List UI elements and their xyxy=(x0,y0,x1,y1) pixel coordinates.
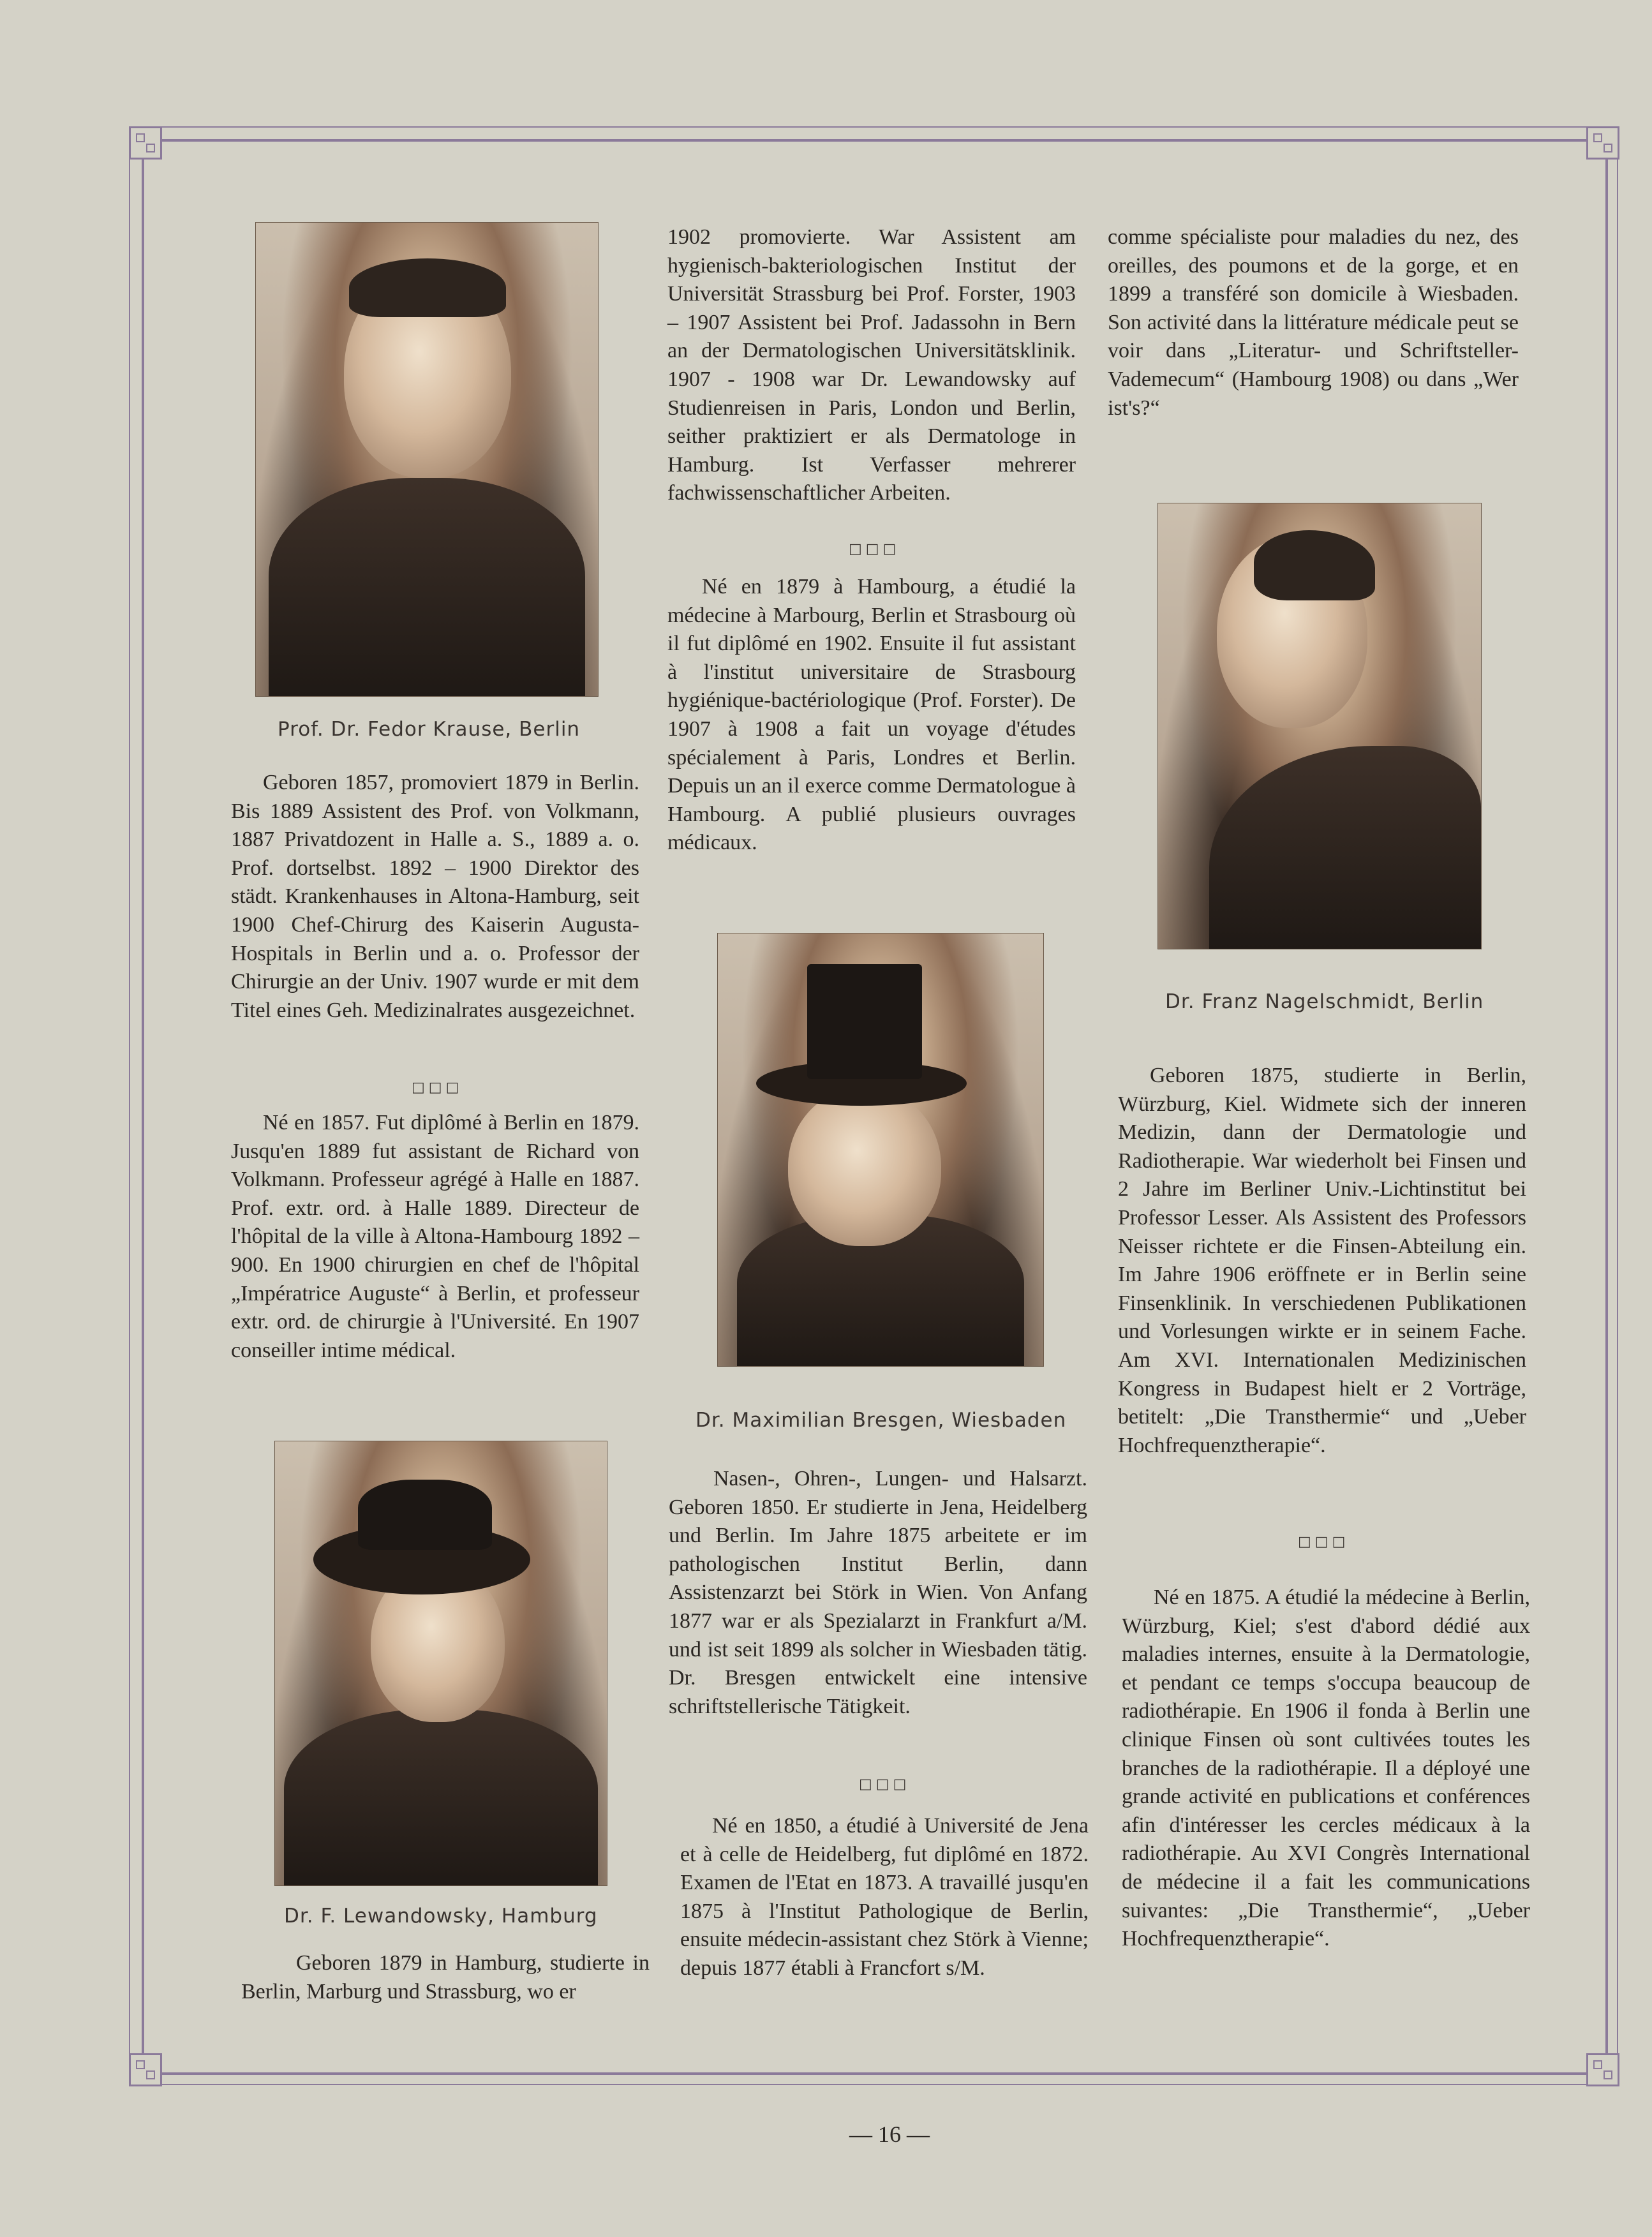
caption-krause: Prof. Dr. Fedor Krause, Berlin xyxy=(278,718,581,741)
section-separator: □□□ xyxy=(412,1080,463,1096)
frame-corner-ornament xyxy=(1586,2053,1619,2086)
section-separator: □□□ xyxy=(859,1776,911,1792)
bio-nagelschmidt-french: Né en 1875. A étudié la médecine à Berlin, Würzburg, Kiel; s'est d'abord dédié aux maladies internes, ensuite à la Dermatologie, et pendant ce temps s'occupa beaucoup de radiothérapie. En 1906 il fonda à Berlin une clinique Finsen où sont cultivées toutes les branches de la radiothérapie. Il a déployé une grande activité en publications et conférences afin d'intéresser les cercles médicaux à la radiothérapie. Au XVI Congrès International de médecine il a fait les communications suivantes: „Die Transthermie“, „Ueber Hochfrequenztherapie“. xyxy=(1122,1586,1530,1951)
page-number: — 16 — xyxy=(849,2122,930,2147)
caption-nagelschmidt: Dr. Franz Nagelschmidt, Berlin xyxy=(1165,990,1484,1013)
bio-bresgen-french-cont: comme spécialiste pour maladies du nez, des oreilles, des poumons et de la gorge, et en 1899 a transféré son domicile à Wiesbaden. Son activité dans la littérature médicale peut se voir dans „Literatur- und Schriftsteller-Vademecum“ (Hambourg 1908) ou dans „Wer ist's?“ xyxy=(1108,225,1519,420)
bio-lewandowsky-german-start: Geboren 1879 in Hamburg, studierte in Berlin, Marburg und Strassburg, wo er xyxy=(241,1951,650,2003)
portrait-lewandowsky xyxy=(274,1441,607,1886)
section-separator: □□□ xyxy=(1298,1534,1350,1550)
frame-corner-ornament xyxy=(129,126,162,160)
bio-krause-german: Geboren 1857, promoviert 1879 in Berlin. Bis 1889 Assistent des Prof. von Volkmann, 1887 Privatdozent in Halle a. S., 1889 a. o. Prof. dortselbst. 1892 – 1900 Direktor des städt. Krankenhauses in Altona-Hamburg, seit 1900 Chef-Chirurg des Kaiserin Augusta-Hospitals in Berlin und a. o. Professor der Chirurgie an der Univ. 1907 wurde er mit dem Titel eines Geh. Medizinalrates ausgezeichnet. xyxy=(231,771,639,1022)
portrait-nagelschmidt xyxy=(1157,503,1482,949)
bio-nagelschmidt-german: Geboren 1875, studierte in Berlin, Würzburg, Kiel. Widmete sich der inneren Medizin, dann der Dermatologie und Radiotherapie. War wiederholt bei Finsen und 2 Jahre im Berliner Univ.-Lichtinstitut bei Professor Lesser. Als Assistent des Professors Neisser richtete er die Finsen-Abteilung ein. Im Jahre 1906 eröffnete er in Berlin seine Finsenklinik. In verschiedenen Publikationen und Vorlesungen wirkte er in seinem Fache. Am XVI. Internationalen Medizinischen Kongress in Budapest hielt er 2 Vorträge, betitelt: „Die Transthermie“ und „Ueber Hochfrequenztherapie“. xyxy=(1118,1064,1526,1457)
bio-bresgen-german: Nasen-, Ohren-, Lungen- und Halsarzt. Geboren 1850. Er studierte in Jena, Heidelberg und Berlin. Im Jahre 1875 arbeitete er im pathologischen Institut Berlin, dann Assistenzarzt bei Störk in Wien. Von Anfang 1877 war er als Spezialarzt in Frankfurt a/M. und ist seit 1899 als solcher in Wiesbaden tätig. Dr. Bresgen entwickelt eine intensive schriftstellerische Tätigkeit. xyxy=(669,1467,1087,1718)
bio-bresgen-french-start: Né en 1850, a étudié à Université de Jena et à celle de Heidelberg, fut diplômé en 1872. Examen de l'Etat en 1873. A travaillé jusqu'en 1875 à l'Institut Pathologique de Berlin, ensuite médecin-assistant chez Störk à Vienne; depuis 1877 établi à Francfort s/M. xyxy=(680,1814,1089,1980)
frame-corner-ornament xyxy=(129,2053,162,2086)
bio-krause-french: Né en 1857. Fut diplômé à Berlin en 1879. Jusqu'en 1889 fut assistant de Richard von Volkmann. Professeur agrégé à Halle en 1887. Prof. extr. ord. à Halle 1889. Directeur de l'hôpital de la ville à Altona-Hambourg 1892 – 900. En 1900 chirurgien en chef de l'hôpital „Impératrice Auguste“ à Berlin, et professeur extr. ord. de chirurgie à l'Université. En 1907 conseiller intime médical. xyxy=(231,1111,639,1362)
section-separator: □□□ xyxy=(849,541,900,557)
caption-bresgen: Dr. Maximilian Bresgen, Wiesbaden xyxy=(696,1409,1067,1432)
portrait-bresgen xyxy=(717,933,1044,1367)
frame-corner-ornament xyxy=(1586,126,1619,160)
portrait-krause xyxy=(255,222,599,697)
caption-lewandowsky: Dr. F. Lewandowsky, Hamburg xyxy=(284,1905,598,1928)
bio-lewandowsky-french: Né en 1879 à Hambourg, a étudié la médecine à Marbourg, Berlin et Strasbourg où il fut diplômé en 1902. Ensuite il fut assistant à l'institut universitaire de Strasbourg hygiénique-bactériologique (Prof. Forster). De 1907 à 1908 a fait un voyage d'études spécialement à Paris, Londres et Berlin. Depuis un an il exerce comme Dermatologue à Hambourg. A publié plusieurs ouvrages médicaux. xyxy=(667,575,1076,855)
bio-lewandowsky-german-cont: 1902 promovierte. War Assistent am hygienisch-bakteriologischen Institut der Universität Strassburg bei Prof. Forster, 1903 – 1907 Assistent bei Prof. Jadassohn in Bern an der Dermatologischen Universitätsklinik. 1907 - 1908 war Dr. Lewandowsky auf Studienreisen in Paris, London und Berlin, seither praktiziert er als Dermatologe in Hamburg. Ist Verfasser mehrerer fachwissenschaftlicher Arbeiten. xyxy=(667,225,1076,505)
